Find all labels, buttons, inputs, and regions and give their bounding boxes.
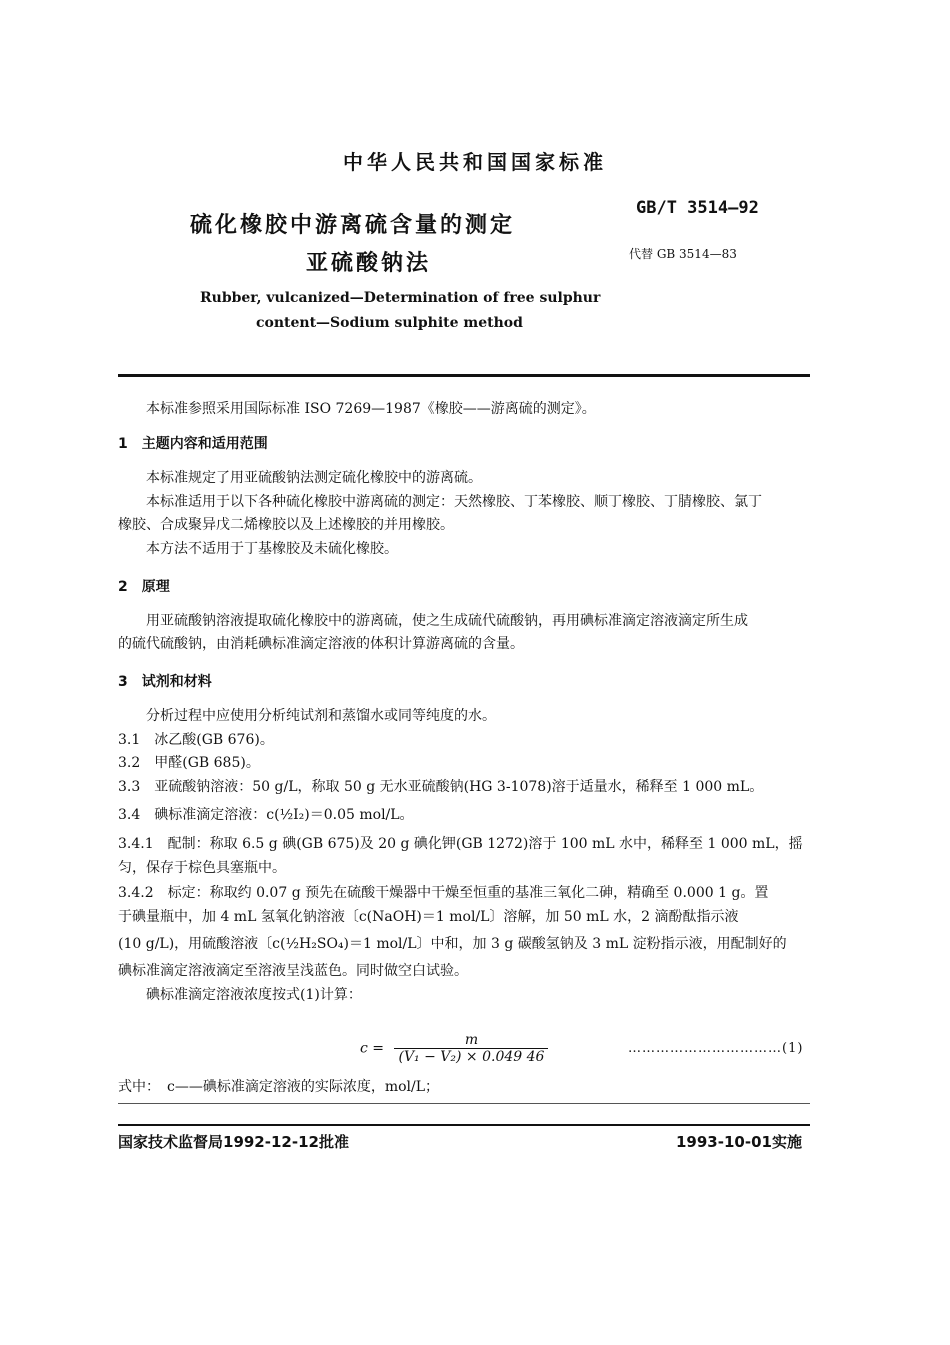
clause-3-4: 3.4 碘标准滴定溶液：c(½I₂)＝0.05 mol/L。 [118, 807, 414, 823]
clause-3-4-2-line2: 于碘量瓶中，加 4 mL 氢氧化钠溶液〔c(NaOH)＝1 mol/L〕溶解，加 50 mL 水，2 滴酚酞指示液 [118, 909, 739, 925]
national-standard-heading: 中华人民共和国国家标准 [343, 150, 607, 174]
document-title-line1: 硫化橡胶中游离硫含量的测定 [190, 213, 516, 238]
approval-date: 国家技术监督局1992-12-12批准 [118, 1133, 349, 1151]
clause-3-2: 3.2 甲醛(GB 685)。 [118, 755, 260, 771]
clause-3-4-2-line3: (10 g/L)，用硫酸溶液〔c(½H₂SO₄)＝1 mol/L〕中和，加 3 g 碳酸氢钠及 3 mL 淀粉指示液，用配制好的 [118, 936, 787, 952]
formula-denominator: (V₁ − V₂) × 0.049 46 [398, 1049, 545, 1065]
formula-fraction [394, 1032, 548, 1065]
footer-rule [118, 1124, 810, 1126]
section-1-para-2b: 橡胶、合成聚异戊二烯橡胶以及上述橡胶的并用橡胶。 [118, 517, 454, 533]
section-3-heading: 3 试剂和材料 [118, 674, 212, 690]
clause-3-4-2-line1: 3.4.2 标定：称取约 0.07 g 预先在硫酸干燥器中干燥至恒重的基准三氧化二砷，精确至 0.000 1 g。置 [118, 885, 769, 901]
formula-1 [360, 1032, 548, 1065]
section-1-heading: 1 主题内容和适用范围 [118, 436, 268, 452]
clause-3-4-1-line2: 匀，保存于棕色具塞瓶中。 [118, 860, 286, 876]
formula-number: ……………………………(1) [628, 1041, 804, 1056]
formula-lhs: c = [360, 1040, 385, 1057]
section-1-para-1: 本标准规定了用亚硫酸钠法测定硫化橡胶中的游离硫。 [146, 470, 482, 486]
implementation-date: 1993-10-01实施 [676, 1133, 802, 1151]
intro-paragraph: 本标准参照采用国际标准 ISO 7269—1987《橡胶——游离硫的测定》。 [146, 401, 596, 417]
section-2-para-1b: 的硫代硫酸钠，由消耗碘标准滴定溶液的体积计算游离硫的含量。 [118, 636, 524, 652]
formula-numerator: m [394, 1032, 548, 1049]
section-2-para-1a: 用亚硫酸钠溶液提取硫化橡胶中的游离硫，使之生成硫代硫酸钠，再用碘标准滴定溶液滴定所生成 [146, 613, 748, 629]
clause-3-1: 3.1 冰乙酸(GB 676)。 [118, 732, 274, 748]
header-rule [118, 374, 810, 377]
clause-3-4-1-line1: 3.4.1 配制：称取 6.5 g 碘(GB 675)及 20 g 碘化钾(GB 1272)溶于 100 mL 水中，稀释至 1 000 mL，摇 [118, 836, 803, 852]
section-2-heading: 2 原理 [118, 579, 170, 595]
english-title-line2: content—Sodium sulphite method [256, 315, 523, 331]
section-1-para-2a: 本标准适用于以下各种硫化橡胶中游离硫的测定：天然橡胶、丁苯橡胶、顺丁橡胶、丁腈橡胶、氯丁 [146, 494, 762, 510]
clause-3-4-2-line5: 碘标准滴定溶液浓度按式(1)计算： [146, 987, 362, 1003]
formula-where-note: 式中： c——碘标准滴定溶液的实际浓度，mol/L； [118, 1079, 440, 1095]
section-3-para-1: 分析过程中应使用分析纯试剂和蒸馏水或同等纯度的水。 [146, 708, 496, 724]
replaces-note: 代替 GB 3514—83 [629, 247, 737, 261]
english-title-line1: Rubber, vulcanized—Determination of free sulphur [200, 290, 601, 306]
clause-3-3: 3.3 亚硫酸钠溶液：50 g/L，称取 50 g 无水亚硫酸钠(HG 3-1078)溶于适量水，稀释至 1 000 mL。 [118, 779, 764, 795]
clause-3-4-2-line4: 碘标准滴定溶液滴定至溶液呈浅蓝色。同时做空白试验。 [118, 963, 468, 979]
footer-rule-thin [118, 1103, 810, 1104]
section-1-para-3: 本方法不适用于丁基橡胶及未硫化橡胶。 [146, 541, 398, 557]
standard-number: GB/T 3514—92 [636, 198, 759, 218]
document-title-line2: 亚硫酸钠法 [306, 251, 432, 276]
